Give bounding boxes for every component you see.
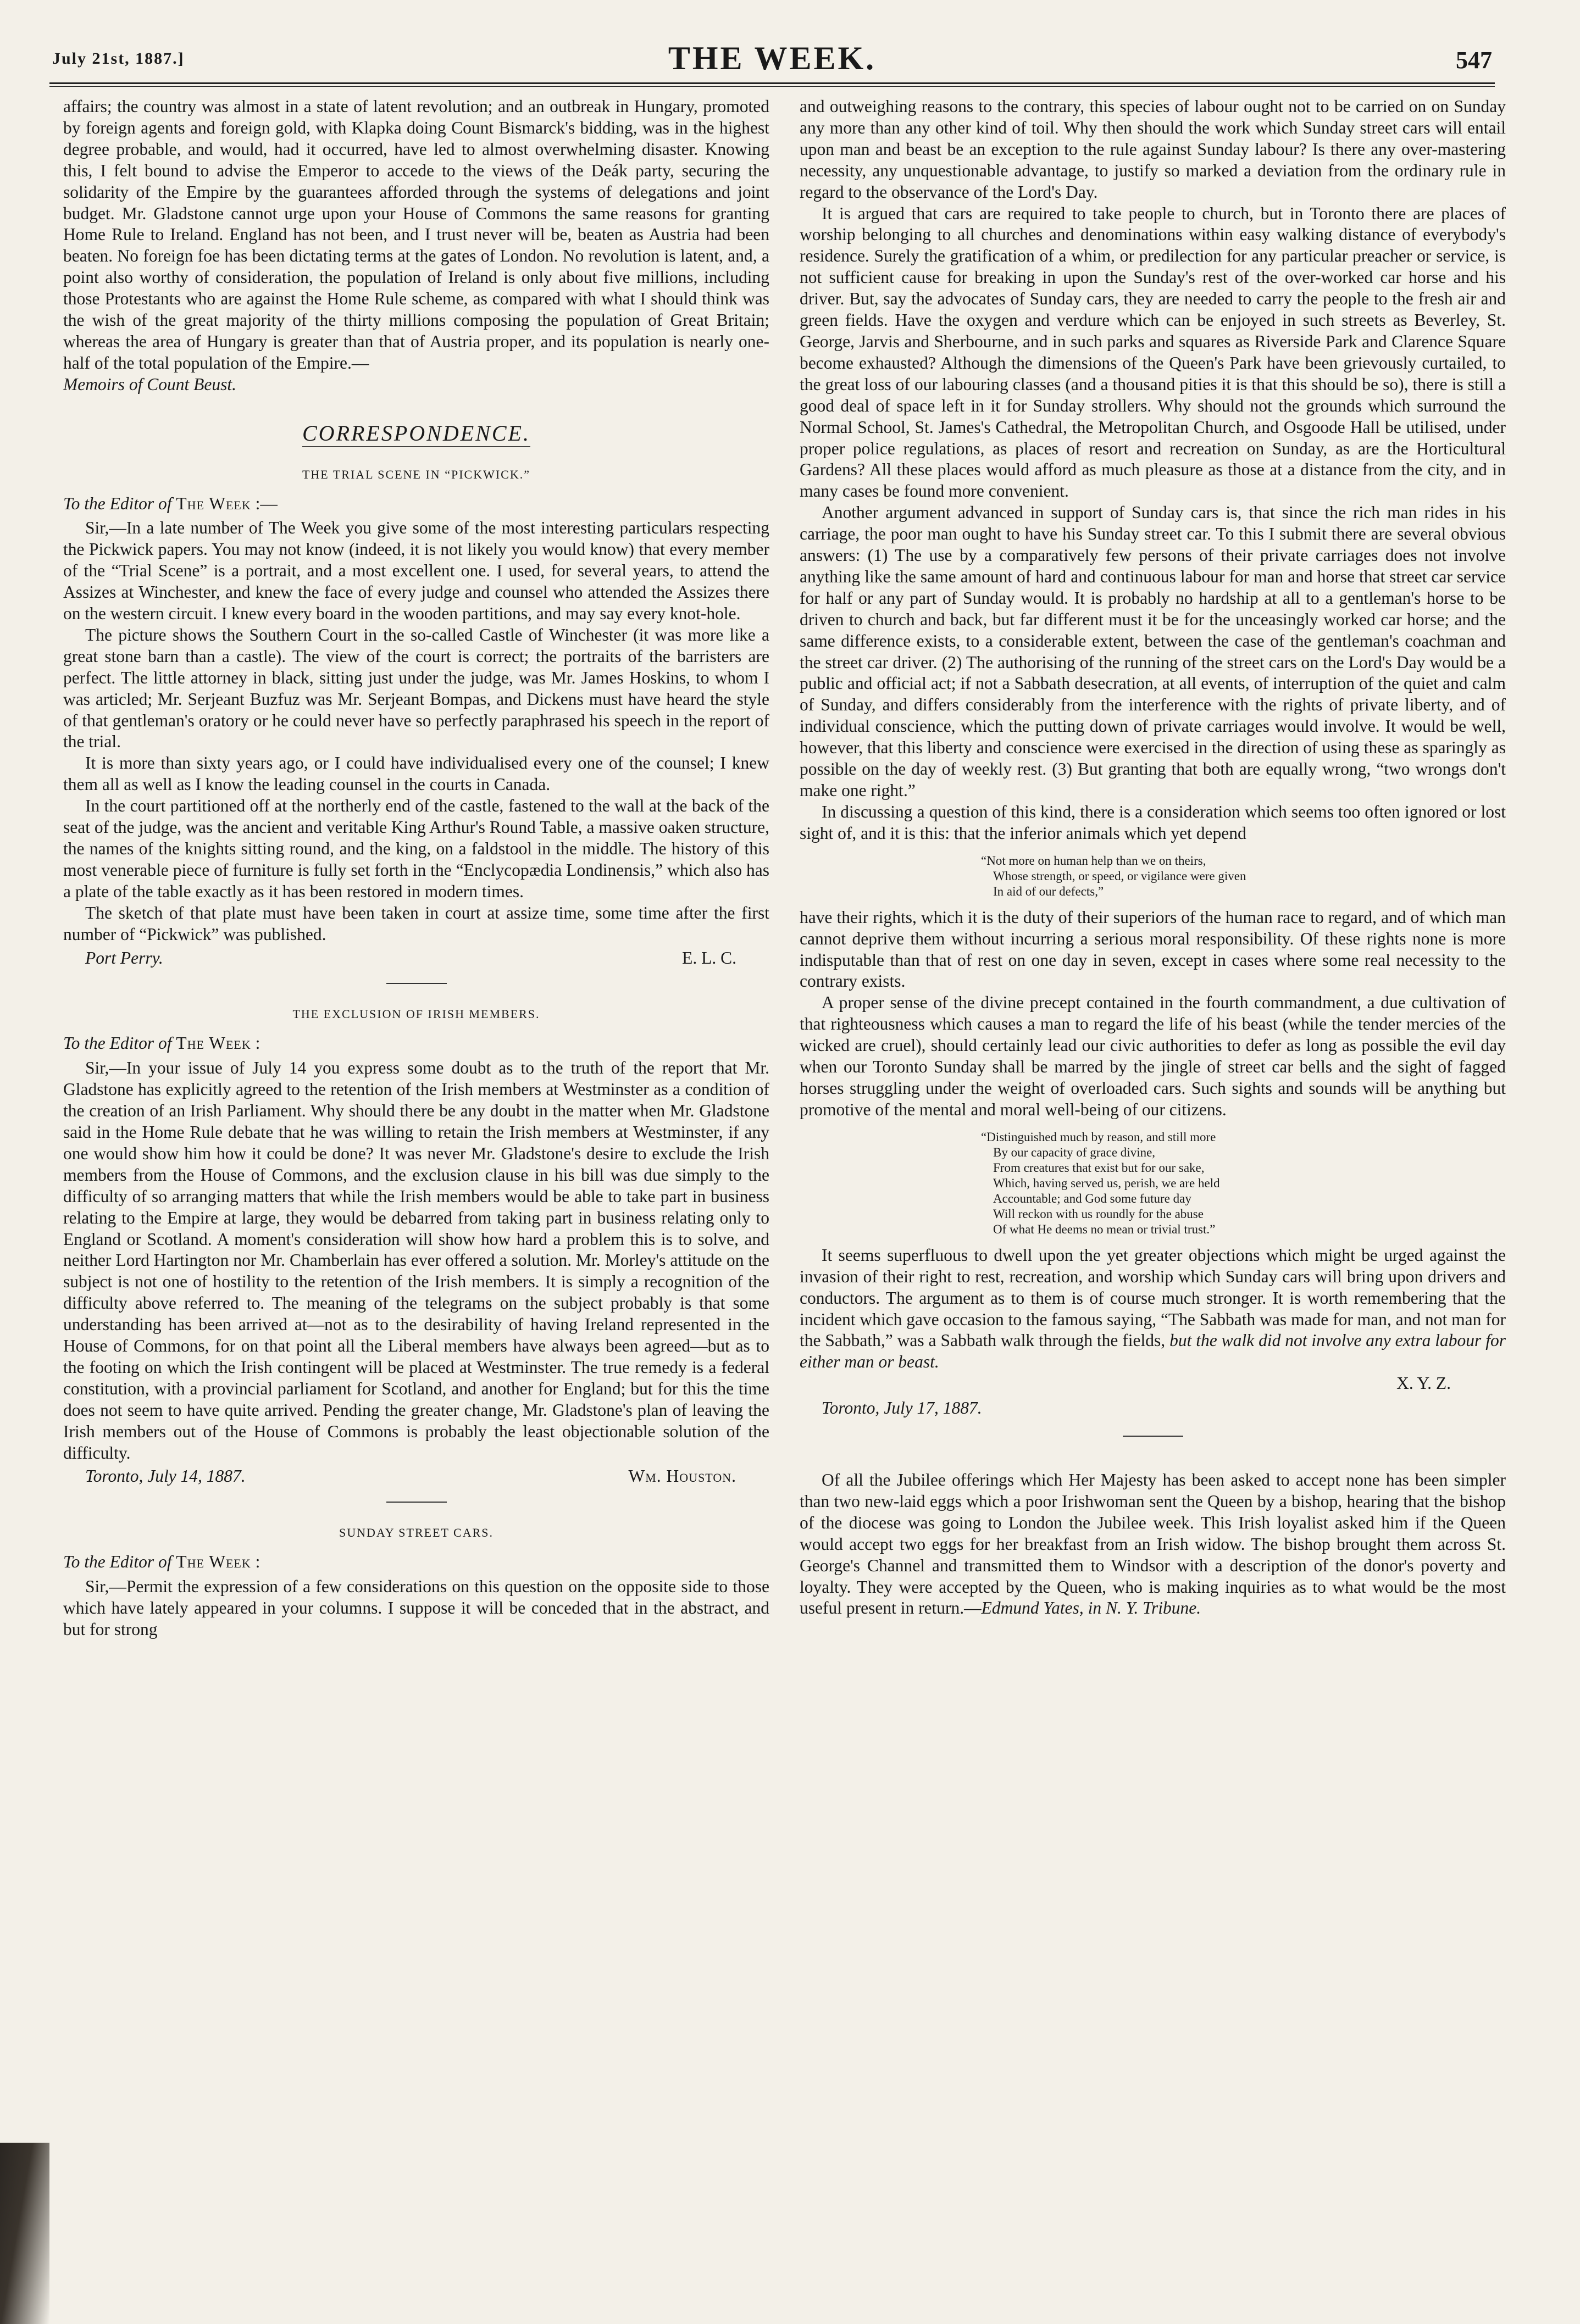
beust-source: Memoirs of Count Beust.	[63, 374, 236, 394]
letter-paragraph: The picture shows the Southern Court in the so-called Castle of Winchester (it was more like a great stone barn than a castle). The view of the court is correct; the portraits of the barristers are perfect. The little attorney in black, sitting just under the judge, was Mr. James Hoskins, to whom I was articled; Mr. Serjeant Buzfuz was Mr. Serjeant Bompas, and Dickens must have heard the style of that gentleman's oratory or he could never have so perfectly paraphrased his speech in the report of the trial.	[63, 625, 769, 752]
letter-paragraph: Sir,—In a late number of The Week you give some of the most interesting particulars respecting the Pickwick papers. You may not know (indeed, it is not likely you would know) that every member of the “Trial Scene” is a portrait, and a most excellent one. I used, for several years, to attend the Assizes at Winchester, and knew the face of every judge and counsel who attended the Assizes there on the western circuit. I knew every board in the wooden partitions, and may say every knot-hole.	[63, 518, 769, 624]
letter-paragraph: A proper sense of the divine precept contained in the fourth commandment, a due cultivation of that righteousness which causes a man to regard the life of his beast (while the tender mercies of the wicked are cruel), should certainly lead our civic authorities to defer as long as possible the evil day when our Toronto Sunday shall be marred by the jingle of street car bells and the sight of fagged horses struggling under the weight of overloaded cars. Such sights and sounds will be anything but promotive of the mental and moral well-being of our citizens.	[800, 993, 1506, 1119]
letter-paragraph: In discussing a question of this kind, there is a consideration which seems too often ignored or lost sight of, and it is this: that the inferior animals which yet depend	[800, 802, 1506, 843]
letter-signature: X. Y. Z.	[1396, 1374, 1451, 1393]
letter-paragraph: The sketch of that plate must have been taken in court at assize time, some time after the first number of “Pickwick” was published.	[63, 903, 769, 944]
left-column	[63, 96, 769, 1641]
beust-excerpt: affairs; the country was almost in a state of latent revolution; and an outbreak in Hungary, promoted by foreign agents and foreign gold, with Klapka doing Count Bismarck's bidding, was in the highest degree probable, and would, had it occurred, have led to almost overwhelming disaster. Knowing this, I felt bound to advise the Emperor to accede to the views of the Deák party, securing the solidarity of the Empire by the guarantees afforded through the systems of delegations and joint budget. Mr. Gladstone cannot urge upon your House of Commons the same reasons for granting Home Rule to Ireland. England has not been, and I trust never will be, beaten as Austria had been beaten. No foreign foe has been dictating terms at the gates of London. No revolution is latent, and, a point also worthy of consideration, the population of Ireland is only about five millions, including those Protestants who are against the Home Rule scheme, as compared with what I should think was the wish of the great majority of the thirty millions composing the population of Great Britain; whereas the area of Hungary is greater than that of Austria proper, and its population is nearly one-half of the total population of the Empire.— Memoirs of Count Beust.	[63, 97, 769, 394]
jubilee-paragraph: Of all the Jubilee offerings which Her Majesty has been asked to accept none has been simpler than two new-laid eggs which a poor Irishwoman sent the Queen by a bishop, hearing that the bishop of the diocese was going to London the Jubilee week. This Irish loyalist asked him if the Queen would accept two eggs for her breakfast from an Irish widow. The bishop brought them across St. George's Channel and transmitted them to Windsor with a description of the donor's poverty and loyalty. They were accepted by the Queen, who is making inquiries as to what would be the most useful present in return.—Edmund Yates, in N. Y. Tribune.	[800, 1470, 1506, 1618]
issue-date: July 21st, 1887.]	[52, 49, 185, 68]
letter-paragraph: In the court partitioned off at the northerly end of the castle, fastened to the wall at the back of the seat of the judge, was the ancient and veritable King Arthur's Round Table, a massive oaken structure, the names of the knights sitting round, and the king, on a faldstool in the middle. The history of this most venerable piece of furniture is fully set forth in the “Enclycopædia Londinensis,” which also has a plate of the table exactly as it has been restored in modern times.	[63, 796, 769, 901]
header-rule	[49, 82, 1495, 84]
letter-signature: Toronto, July 14, 1887. Wm. Houston.	[85, 1466, 736, 1486]
salutation: To the Editor of The Week :	[63, 1552, 260, 1572]
verse-quotation: “Not more on human help than we on theirs, Whose strength, or speed, or vigilance were given In aid of our defects,”	[981, 853, 1246, 898]
salutation: To the Editor of The Week :	[63, 1033, 260, 1053]
letter-paragraph: It seems superfluous to dwell upon the yet greater objections which might be urged against the invasion of their right to rest, recreation, and worship which Sunday cars will bring upon drivers and conductors. The argument as to them is of course much stronger. It is worth remembering that the incident which gave occasion to the famous saying, “The Sabbath was made for man, and not man for the Sabbath,” was a Sabbath walk through the fields, but the walk did not involve any extra labour for either man or beast.	[800, 1245, 1506, 1372]
scan-shadow	[0, 2143, 49, 2324]
correspondence-heading: CORRESPONDENCE.	[302, 420, 530, 446]
right-column	[800, 96, 1506, 1619]
letter-paragraph: Sir,—In your issue of July 14 you express some doubt as to the truth of the report that Mr. Gladstone has explicitly agreed to the retention of the Irish members at Westminster as a condition of the creation of an Irish Parliament. Why should there be any doubt in the matter when Mr. Gladstone said in the Home Rule debate that he was willing to retain the Irish members at Westminster, if any one would show him how it could be done? It was never Mr. Gladstone's desire to exclude the Irish members from the House of Commons, and the exclusion clause in his bill was due simply to the difficulty of so arranging matters that while the Irish members would be able to take part in business relating to the Empire at large, they would be debarred from taking part in business relating only to England or Scotland. A moment's consideration will show how hard a problem this is to solve, and neither Lord Hartington nor Mr. Chamberlain has ever offered a solution. Mr. Morley's attitude on the subject is not one of hostility to the retention of the Irish members. It is simply a recognition of the difficulty above referred to. The meaning of the telegrams on the subject probably is that some understanding has been arrived at—not as to the desirability of having Ireland represented in the House of Commons, for on that point all the Liberal members have always been agreed—but as to the footing on which the Irish contingent will be placed at Westminster. The true remedy is a federal constitution, with a provincial parliament for Scotland, and another for England; but for this the time does not seem to have quite arrived. Pending the greater change, Mr. Gladstone's plan of leaving the Irish members out of the House of Commons is probably the least objectionable solution of the difficulty.	[63, 1058, 769, 1463]
page-number: 547	[1456, 47, 1492, 74]
letter-paragraph: and outweighing reasons to the contrary, this species of labour ought not to be carried on on Sunday any more than any other kind of toil. Why then should the work which Sunday street cars will entail upon man and beast be an exception to the rule against Sunday labour? Is there any over-mastering necessity, any unquestionable advantage, to justify so marked a deviation from the ordinary rule in regard to the observance of the Lord's Day.	[800, 97, 1506, 202]
salutation: To the Editor of The Week :—	[63, 493, 278, 513]
letter-paragraph: have their rights, which it is the duty of their superiors of the human race to regard, and of which man cannot deprive them without incurring a serious moral responsibility. Of these rights none is more indisputable than that of rest on one day in seven, except in cases where some real necessity to the contrary exists.	[800, 907, 1506, 991]
divider	[386, 983, 447, 984]
newspaper-title: THE WEEK.	[668, 40, 877, 76]
letter-place-date: Toronto, July 17, 1887.	[822, 1398, 982, 1418]
masthead	[52, 40, 1492, 84]
letter-signature: Port Perry. E. L. C.	[85, 948, 736, 968]
letter-paragraph: It is argued that cars are required to take people to church, but in Toronto there are places of worship belonging to all churches and denominations within easy walking distance of everybody's residence. Surely the gratification of a whim, or predilection for any particular preacher or service, is not sufficient cause for breaking in upon the Sunday's rest of the over-worked car horse and his driver. But, say the advocates of Sunday cars, they are needed to carry the people to the fresh air and green fields. Have the oxygen and verdure which can be enjoyed in such streets as Beverley, St. George, Jarvis and Sherbourne, and in such parks and squares as Riverside Park and Clarence Square become exhausted? Although the dimensions of the Queen's Park have been grievously curtailed, to the great loss of our labouring classes (and a thousand pities it is that this should be so), there is still a good deal of space left in it for Sunday strollers. Why should not the grounds which surround the Normal School, St. James's Cathedral, the Metropolitan Church, and Osgoode Hall be utilised, under proper police regulations, as places of resort and recreation on Sunday, as are the Horticultural Gardens? All these places would afford as much pleasure as those at a distance from the city, and in many cases be found more convenient.	[800, 203, 1506, 501]
letter-paragraph: Another argument advanced in support of Sunday cars is, that since the rich man rides in his carriage, the poor man ought to have his Sunday street car. To this I submit there are several obvious answers: (1) The use by a comparatively few persons of their private carriages does not involve anything like the same amount of hard and continuous labour for man and horse that street car service for half or any part of Sunday would. It is probably no hardship at all to a gentleman's horse to be driven to church and back, but far different must it be for the unceasingly worked car horse; and the same difference exists, to a considerable extent, between the case of the gentleman's coachman and the street car driver. (2) The authorising of the running of the street cars on the Lord's Day would be a public and official act; if not a Sabbath desecration, at all events, of interruption of the quiet and calm of Sunday, and differs considerably from the interference with the rights of private liberty, and of individual conscience, which the putting down of private carriages would involve. It would be well, however, that this liberty and conscience were exercised in the direction of using these as sparingly as possible on the day of weekly rest. (3) But granting that both are equally wrong, “two wrongs don't make one right.”	[800, 503, 1506, 800]
letter-heading-sunday-cars: SUNDAY STREET CARS.	[339, 1526, 494, 1540]
letter-paragraph: Sir,—Permit the expression of a few considerations on this question on the opposite side to those which have lately appeared in your columns. I suppose it will be conceded that in the abstract, and but for strong	[63, 1577, 769, 1639]
divider	[1123, 1436, 1183, 1437]
verse-quotation: “Distinguished much by reason, and still more By our capacity of grace divine, From creatures that exist but for our sake, Which, having served us, perish, we are held Accountable; and God some future day Will reckon with us roundly for the abuse Of what He deems no mean or trivial trust.”	[981, 1130, 1220, 1236]
letter-heading-pickwick: THE TRIAL SCENE IN “PICKWICK.”	[302, 467, 530, 481]
divider	[386, 1502, 447, 1503]
header-rule-thin	[49, 86, 1495, 87]
letter-heading-irish-members: THE EXCLUSION OF IRISH MEMBERS.	[292, 1007, 540, 1021]
letter-paragraph: It is more than sixty years ago, or I could have individualised every one of the counsel; I knew them all as well as I know the leading counsel in the courts in Canada.	[63, 753, 769, 794]
